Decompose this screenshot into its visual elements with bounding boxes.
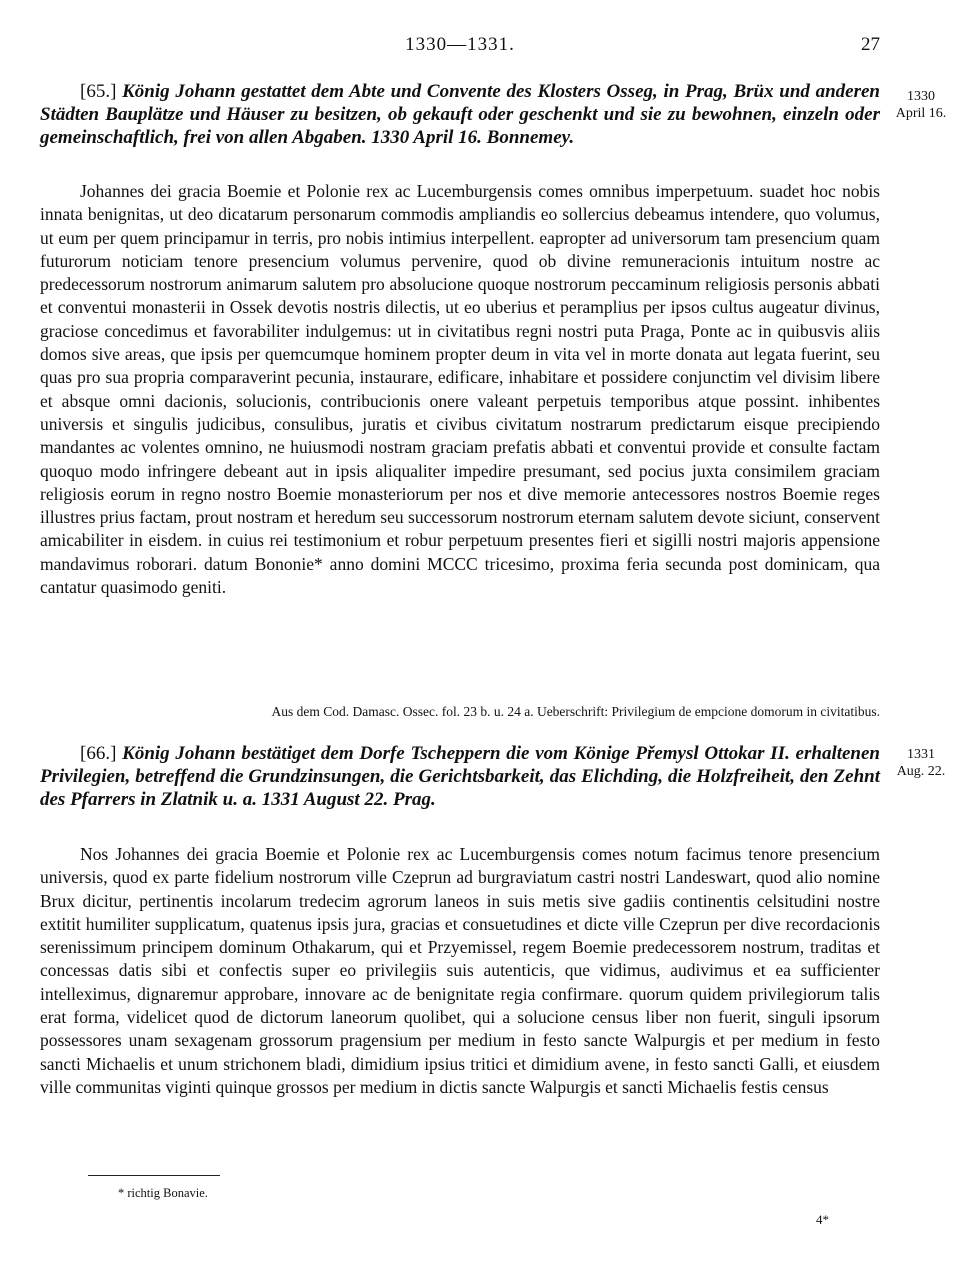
doc65-heading xyxy=(40,80,880,149)
doc66-margin-year: 1331 xyxy=(907,747,935,762)
doc65-heading-text: König Johann gestattet dem Abte und Convente des Klosters Osseg, in Prag, Brüx und anderen Städten Bauplätze und Häuser zu besitzen, ob gekauft oder geschenkt und sie zu bewohnen, einzeln oder gemeinschaftlich, frei von allen Abgaben. 1330 April 16. Bonnemey. xyxy=(40,81,880,148)
doc65-margin-year: 1330 xyxy=(907,89,935,104)
footnote-rule xyxy=(88,1175,220,1176)
doc65-source-note: Aus dem Cod. Damasc. Ossec. fol. 23 b. u. 24 a. Ueberschrift: Privilegium de empcione domorum in civitatibus. xyxy=(271,704,880,719)
doc65-margin-date xyxy=(890,88,952,122)
doc65-number: [65.] xyxy=(80,81,117,102)
doc66-margin-day: Aug. 22. xyxy=(896,764,946,779)
doc65-margin-day: April 16. xyxy=(895,106,947,121)
doc66-body: Nos Johannes dei gracia Boemie et Polonie rex ac Lucemburgensis comes notum facimus tenore presencium universis, quod ex parte fidelium nostrorum ville Czeprun ad burgraviatum castri nostri Landeswart, quod alio nomine Brux dicitur, pertinentis incolarum tredecim agrorum laneos in suis metis sive gadiis continentis celsitudini nostre extitit humiliter supplicatum, quatenus ipsis jura, gracias et consuetudines et dicte ville Czeprun per dive recordacionis serenissimum principem dominum Othakarum, qui et Przyemissel, regem Boemie predecessorem nostrum, traditas et concessas datis sibi et confectis super eo privilegiis suis autenticis, que vidimus, audivimus et ea sufficienter intelleximus, dignaremur approbare, innovare ac de benignitate regia confirmare. quorum quidem privilegiorum talis erat forma, videlicet quod de dictorum laneorum quolibet, qui a solucione census liber non fuerit, singuli ipsorum possessores unam sexagenam grossorum pragensium per medium in festo sancte Walpurgis et per medium in festo sancti Michaelis et unum strichonem bladi, dimidium ipsius tritici et dimidium avene, in festo sancti Galli, et eiusdem ville communitas viginti quinque grossos per medium in dictis sancte Walpurgis et sancti Michaelis festis census xyxy=(40,844,880,1097)
doc65-body: Johannes dei gracia Boemie et Polonie rex ac Lucemburgensis comes omnibus imperpetuum. suadet hoc nobis innata benignitas, ut deo dicatarum personarum commodis ampliandis eo sollercius debeamus intendere, quo volumus, ut eum per quem principamur in terris, pro nobis intimius interpellent. eapropter ad universorum tam presencium quam futurorum noticiam tenore presencium volumus pervenire, quod ob divine remuneracionis intuitum nostre ac predecessorum nostrorum animarum salutem pro absolucione quoque nostrorum peccaminum religiosis personis abbati et conventui monasterii in Ossek devotis nostris dilectis, ut eo uberius et peramplius per ipsos cultus augeatur divinus, graciose concedimus et favorabiliter indulgemus: ut in civitatibus regni nostri puta Praga, Ponte ac in quibusvis aliis domos sive areas, que ipsis per quemcumque hominem propter deum in vita vel in morte donata aut legata fuerint, seu quas pro sua propria comparaverint pecunia, instaurare, edificare, inhabitare et possidere conjunctim vel divisim libere et absque omni dacionis, solucionis, contribucionis onere valeant perpetuis temporibus atque possint. inhibentes universis et singulis judicibus, consulibus, juratis et civibus civitatum nostrarum predictarum eisque precipiendo mandantes ac volentes omnino, ne huiusmodi nostram graciam prefatis abbati et conventui provide et consulte factam quoquo modo infringere debeant aut in ipsis aliqualiter impedire presumant, sed pocius juxta consimilem graciam religiosis eorum in regno nostro Boemie monasteriorum per nos et dive memorie antecessores nostros Boemie reges illustres prius factam, prout nostram et heredum seu successorum nostrorum eternam salutem devote siciunt, conservent amicabiliter in eisdem. in cuius rei testimonium et robur perpetuum presentes fieri et sigilli nostri majoris appensione mandavimus roborari. datum Bononie* anno domini MCCC tricesimo, proxima feria secunda post dominicam, qua cantatur quasimodo geniti. xyxy=(40,181,880,598)
doc66-number: [66.] xyxy=(80,743,117,764)
running-head xyxy=(40,34,880,56)
printer-signature: 4* xyxy=(816,1212,829,1227)
page-number: 27 xyxy=(861,34,880,55)
doc66-margin-date xyxy=(890,746,952,780)
doc66-heading xyxy=(40,742,880,811)
doc66-heading-text: König Johann bestätiget dem Dorfe Tscheppern die vom Könige Přemysl Ottokar II. erhaltenen Privilegien, betreffend die Grundzinsungen, die Gerichtsbarkeit, das Elichding, die Holzfreiheit, den Zehnt des Pfarrers in Zlatnik u. a. 1331 August 22. Prag. xyxy=(40,743,881,810)
footnote: * richtig Bonavie. xyxy=(118,1186,208,1200)
running-head-years: 1330—1331. xyxy=(405,34,515,55)
